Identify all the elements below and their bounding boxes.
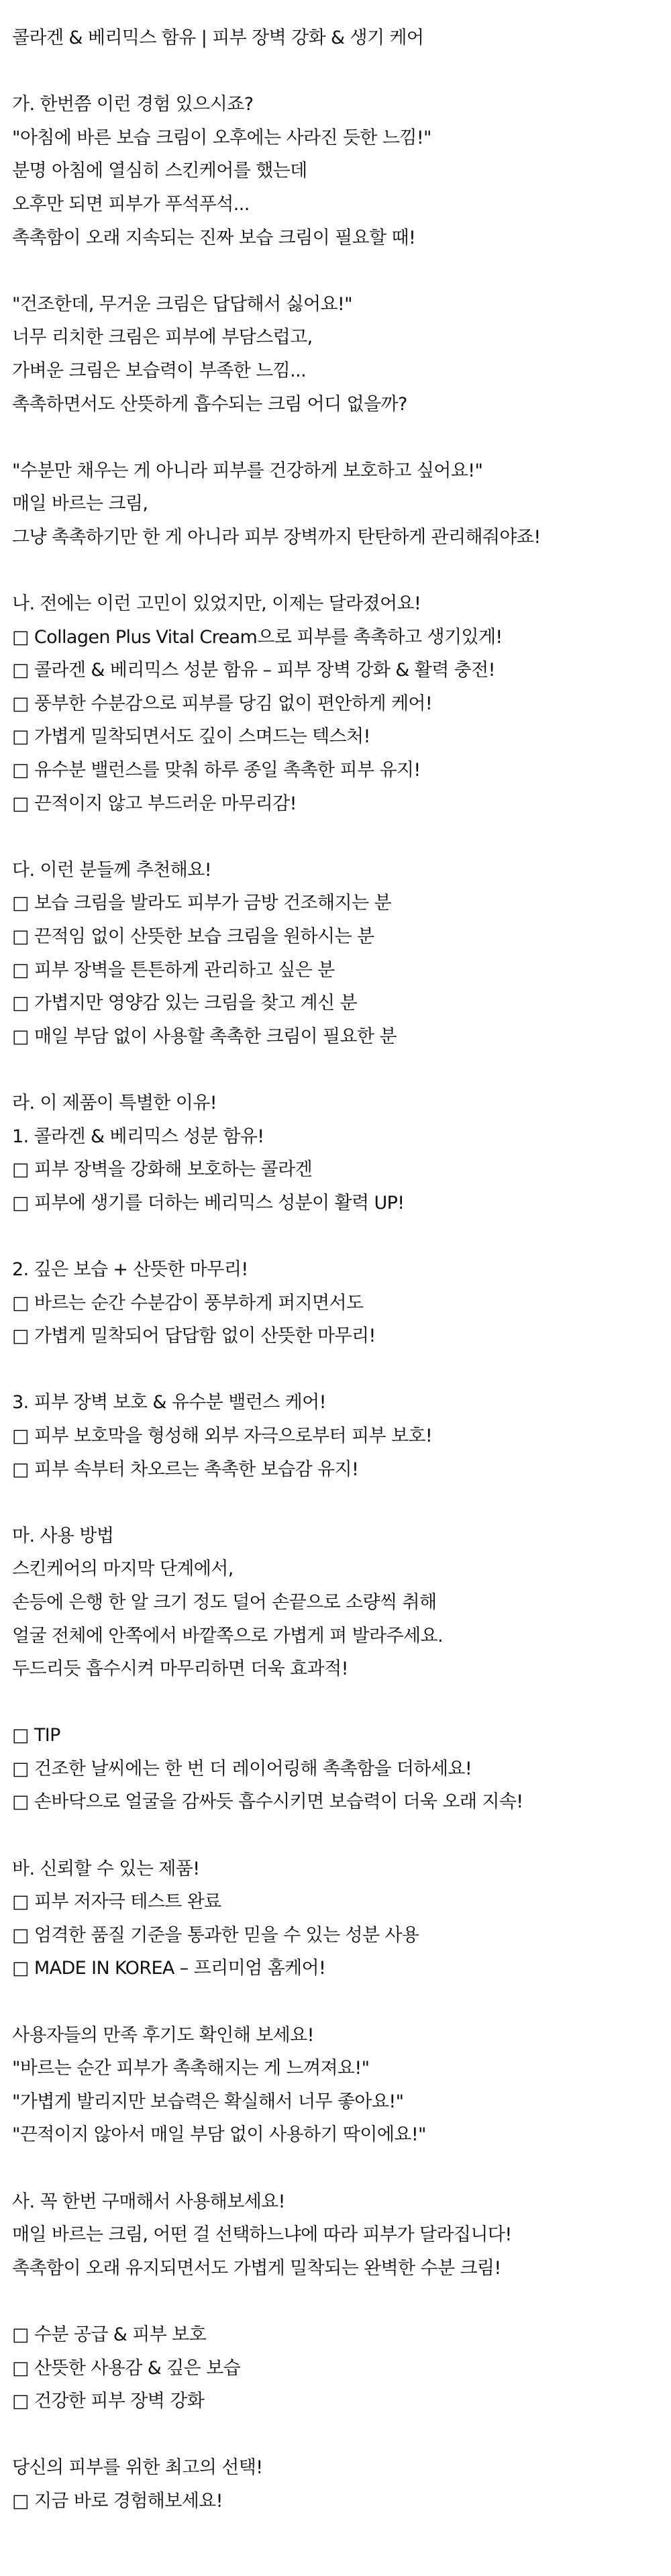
- body-text-line: 매일 바르는 크림,: [12, 493, 148, 515]
- section-gap: [12, 1486, 671, 1520]
- section-gap: [12, 1353, 671, 1387]
- section-gap: [12, 2285, 671, 2318]
- section-gap: [12, 1220, 671, 1253]
- section-gap: [12, 2418, 671, 2452]
- body-text-line: □ 끈적이지 않고 부드러운 마무리감!: [12, 793, 297, 814]
- section-gap: [12, 421, 671, 454]
- section-heading-line: 바. 신뢰할 수 있는 제품!: [12, 1858, 200, 1879]
- body-text-line: □ 가볍게 밀착되면서도 깊이 스며드는 텍스처!: [12, 726, 370, 748]
- body-text-line: 촉촉함이 오래 지속되는 진짜 보습 크림이 필요할 때!: [12, 227, 416, 248]
- section-gap: [12, 820, 671, 854]
- body-text-line: 촉촉함이 오래 유지되면서도 가볍게 밀착되는 완벽한 수분 크림!: [12, 2257, 501, 2279]
- body-text-line: □ 콜라겐 & 베리믹스 성분 함유 – 피부 장벽 강화 & 활력 충전!: [12, 660, 495, 681]
- section-heading-line: 나. 전에는 이런 고민이 있었지만, 이제는 달라졌어요!: [12, 593, 421, 615]
- document-body: [12, 88, 671, 2518]
- section-heading-line: 다. 이런 분들께 추천해요!: [12, 859, 211, 881]
- body-text-line: 1. 콜라겐 & 베리믹스 성분 함유!: [12, 1126, 264, 1147]
- body-text-line: 오후만 되면 피부가 푸석푸석...: [12, 193, 250, 215]
- body-text-line: □ 풍부한 수분감으로 피부를 당김 없이 편안하게 케어!: [12, 693, 433, 714]
- body-text-line: 두드리듯 흡수시켜 마무리하면 더욱 효과적!: [12, 1658, 348, 1680]
- section-gap: [12, 2152, 671, 2185]
- section-gap: [12, 1985, 671, 2019]
- section-heading-line: 사. 꼭 한번 구매해서 사용해보세요!: [12, 2191, 285, 2212]
- body-text-line: 너무 리치한 크림은 피부에 부담스럽고,: [12, 327, 313, 348]
- body-text-line: 매일 바르는 크림, 어떤 걸 선택하느냐에 따라 피부가 달라집니다!: [12, 2224, 512, 2246]
- body-text-line: "바르는 순간 피부가 촉촉해지는 게 느껴져요!": [12, 2058, 370, 2079]
- body-text-line: 손등에 은행 한 알 크기 정도 덜어 손끝으로 소량씩 취해: [12, 1591, 437, 1613]
- body-text-line: 얼굴 전체에 안쪽에서 바깥쪽으로 가볍게 펴 발라주세요.: [12, 1625, 443, 1646]
- body-text-line: □ 지금 바로 경험해보세요!: [12, 2490, 223, 2512]
- body-text-line: □ Collagen Plus Vital Cream으로 피부를 촉촉하고 생기있게!: [12, 626, 503, 648]
- section-heading-line: "수분만 채우는 게 아니라 피부를 건강하게 보호하고 싶어요!": [12, 460, 483, 481]
- body-text-line: □ 건조한 날씨에는 한 번 더 레이어링해 촉촉함을 더하세요!: [12, 1758, 472, 1779]
- body-text-line: □ 보습 크림을 발라도 피부가 금방 건조해지는 분: [12, 893, 391, 914]
- section-heading-line: 2. 깊은 보습 + 산뜻한 마무리!: [12, 1258, 248, 1280]
- section-gap: [12, 1686, 671, 1720]
- section-heading-line: □ TIP: [12, 1725, 60, 1746]
- body-text-line: □ 매일 부담 없이 사용할 촉촉한 크림이 필요한 분: [12, 1026, 397, 1047]
- section-heading-line: 마. 사용 방법: [12, 1525, 114, 1546]
- body-text-line: □ 산뜻한 사용감 & 깊은 보습: [12, 2357, 241, 2379]
- body-text-line: 그냥 촉촉하기만 한 게 아니라 피부 장벽까지 탄탄하게 관리해줘야죠!: [12, 526, 541, 548]
- body-text-line: □ 피부 장벽을 튼튼하게 관리하고 싶은 분: [12, 959, 335, 981]
- section-heading-line: □ 수분 공급 & 피부 보호: [12, 2324, 207, 2345]
- body-text-line: □ MADE IN KOREA – 프리미엄 홈케어!: [12, 1958, 326, 1979]
- body-text-line: □ 피부 보호막을 형성해 외부 자극으로부터 피부 보호!: [12, 1425, 433, 1446]
- page-title: 콜라겐 & 베리믹스 함유 | 피부 장벽 강화 & 생기 케어: [12, 28, 424, 48]
- section-gap: [12, 1819, 671, 1852]
- body-text-line: □ 피부 속부터 차오르는 촉촉한 보습감 유지!: [12, 1458, 359, 1480]
- section-gap: [12, 1053, 671, 1087]
- section-gap: [12, 554, 671, 588]
- body-text-line: "가볍게 발리지만 보습력은 확실해서 너무 좋아요!": [12, 2091, 404, 2112]
- body-text-line: □ 건강한 피부 장벽 강화: [12, 2391, 205, 2412]
- body-text-line: 스킨케어의 마지막 단계에서,: [12, 1558, 234, 1580]
- section-heading-line: 가. 한번쯤 이런 경험 있으시죠?: [12, 94, 254, 115]
- body-text-line: □ 손바닥으로 얼굴을 감싸듯 흡수시키면 보습력이 더욱 오래 지속!: [12, 1791, 523, 1813]
- body-text-line: □ 피부에 생기를 더하는 베리믹스 성분이 활력 UP!: [12, 1192, 405, 1213]
- body-text-line: "끈적이지 않아서 매일 부담 없이 사용하기 딱이에요!": [12, 2124, 426, 2146]
- body-text-line: □ 바르는 순간 수분감이 풍부하게 퍼지면서도: [12, 1292, 364, 1314]
- body-text-line: 가벼운 크림은 보습력이 부족한 느낌...: [12, 360, 307, 381]
- section-gap: [12, 55, 671, 89]
- section-heading-line: 3. 피부 장벽 보호 & 유수분 밸런스 케어!: [12, 1392, 326, 1414]
- body-text-line: 분명 아침에 열심히 스킨케어를 했는데: [12, 160, 307, 182]
- body-text-line: □ 가볍지만 영양감 있는 크림을 찾고 계신 분: [12, 993, 357, 1014]
- section-heading-line: 당신의 피부를 위한 최고의 선택!: [12, 2457, 263, 2479]
- body-text-line: □ 유수분 밸런스를 맞춰 하루 종일 촉촉한 피부 유지!: [12, 760, 421, 781]
- body-text-line: □ 피부 장벽을 강화해 보호하는 콜라겐: [12, 1159, 313, 1181]
- body-text-line: 촉촉하면서도 산뜻하게 흡수되는 크림 어디 없을까?: [12, 393, 407, 415]
- body-text-line: □ 끈적임 없이 산뜻한 보습 크림을 원하시는 분: [12, 926, 374, 948]
- section-heading-line: "건조한데, 무거운 크림은 답답해서 싫어요!": [12, 293, 352, 315]
- section-heading-line: 사용자들의 만족 후기도 확인해 보세요!: [12, 2024, 314, 2046]
- body-text-line: □ 가볍게 밀착되어 답답함 없이 산뜻한 마무리!: [12, 1326, 376, 1347]
- body-text-line: "아침에 바른 보습 크림이 오후에는 사라진 듯한 느낌!": [12, 127, 431, 148]
- section-gap: [12, 254, 671, 288]
- body-text-line: □ 엄격한 품질 기준을 통과한 믿을 수 있는 성분 사용: [12, 1924, 419, 1946]
- section-heading-line: 라. 이 제품이 특별한 이유!: [12, 1093, 217, 1113]
- body-text-line: □ 피부 저자극 테스트 완료: [12, 1891, 221, 1913]
